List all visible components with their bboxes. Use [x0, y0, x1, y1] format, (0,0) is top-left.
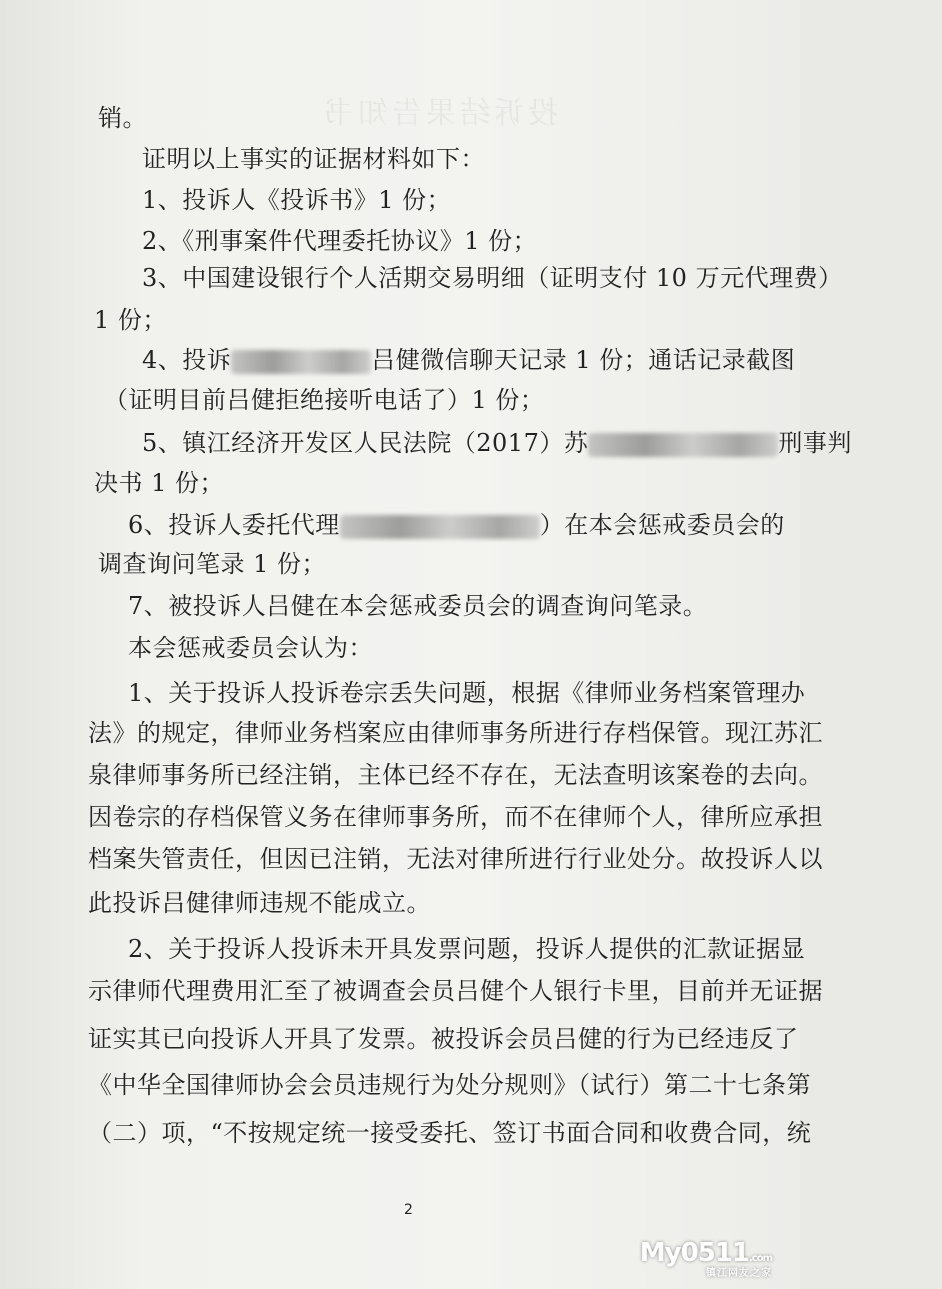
redacted-agent: [340, 515, 540, 539]
text-line: 《中华全国律师协会会员违规行为处分规则》（试行）第二十七条第: [88, 1071, 811, 1099]
text-line: 调查询问笔录 1 份；: [98, 550, 327, 578]
text-line: （证明目前吕健拒绝接听电话了）1 份；: [104, 386, 545, 414]
page-number: 2: [404, 1202, 413, 1218]
text-line: 6、投诉人委托代理 ）在本会惩戒委员会的: [128, 511, 785, 539]
text-line: 法》的规定，律师业务档案应由律师事务所进行存档保管。现江苏汇: [88, 719, 823, 747]
text-line: 3、中国建设银行个人活期交易明细（证明支付 10 万元代理费）: [142, 264, 843, 292]
text-line: 决书 1 份；: [94, 469, 225, 497]
text-line: 示律师代理费用汇至了被调查会员吕健个人银行卡里，目前并无证据: [88, 977, 823, 1005]
text-line: 证明以上事实的证据材料如下：: [142, 145, 485, 173]
text-line: 泉律师事务所已经注销，主体已经不存在，无法查明该案卷的去向。: [88, 761, 823, 789]
redacted-case-number: [588, 433, 778, 457]
text-line: （二）项，“不按规定统一接受委托、签订书面合同和收费合同，统: [88, 1119, 812, 1147]
text-line: 1 份；: [94, 306, 167, 334]
redacted-name: [231, 350, 371, 374]
text-line: 销。: [98, 104, 147, 132]
text-line: 7、被投诉人吕健在本会惩戒委员会的调查询问笔录。: [128, 592, 708, 620]
text-line: 2、《刑事案件代理委托协议》1 份；: [142, 227, 538, 255]
text-line: 1、投诉人《投诉书》1 份；: [142, 186, 452, 214]
site-watermark-logo: My0511.com 镇江网友之家: [639, 1238, 772, 1279]
bleed-through-text: 投诉结果告知书: [320, 96, 558, 131]
text-line: 证实其已向投诉人开具了发票。被投诉会员吕健的行为已经违反了: [88, 1025, 799, 1053]
text-line: 4、投诉 吕健微信聊天记录 1 份；通话记录截图: [142, 346, 796, 374]
text-line: 1、关于投诉人投诉卷宗丢失问题，根据《律师业务档案管理办: [128, 679, 806, 707]
text-line: 本会惩戒委员会认为：: [128, 634, 373, 662]
text-line: 此投诉吕健律师违规不能成立。: [88, 889, 431, 917]
text-line: 5、镇江经济开发区人民法院（2017）苏 刑事判: [142, 429, 852, 457]
text-line: 档案失管责任，但因已注销，无法对律所进行行业处分。故投诉人以: [88, 845, 823, 873]
text-line: 2、关于投诉人投诉未开具发票问题，投诉人提供的汇款证据显: [128, 935, 806, 963]
text-line: 因卷宗的存档保管义务在律师事务所，而不在律师个人，律所应承担: [88, 803, 823, 831]
